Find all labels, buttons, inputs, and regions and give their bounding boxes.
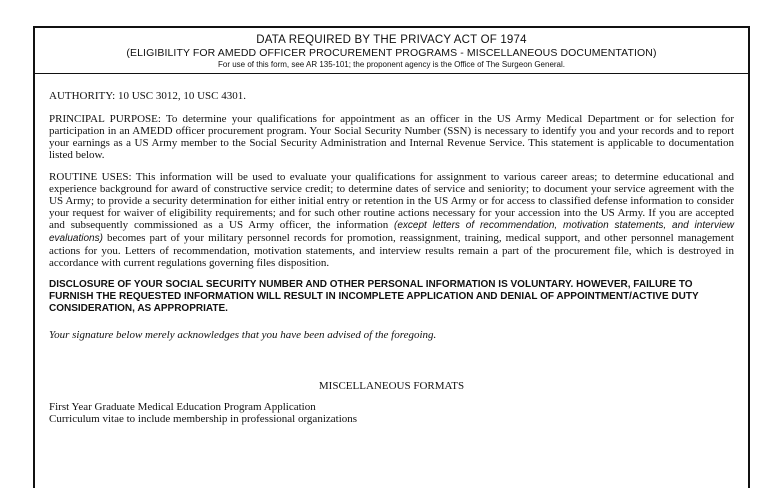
routine-uses-italic-exception: (except letters of recommendation, motivation statements, and interview evaluations) xyxy=(49,220,735,244)
routine-uses-statement xyxy=(49,171,734,269)
authority-statement: AUTHORITY: 10 USC 3012, 10 USC 4301. xyxy=(49,90,247,102)
privacy-act-form xyxy=(33,26,750,488)
disclosure-statement: DISCLOSURE OF YOUR SOCIAL SECURITY NUMBER AND OTHER PERSONAL INFORMATION IS VOLUNTARY. HOWEVER, FAILURE TO FURNISH THE REQUESTED INFORMATION WILL RESULT IN INCOMPLETE APPLICATION AND DENIAL OF APPOINTMENT/ACTIVE DUTY CONSIDERATION, AS APPROPRIATE. xyxy=(49,279,699,314)
form-title: DATA REQUIRED BY THE PRIVACY ACT OF 1974 xyxy=(256,34,527,46)
form-instruction: For use of this form, see AR 135-101; the proponent agency is the Office of The Surgeon General. xyxy=(217,60,566,69)
form-header xyxy=(35,28,748,74)
misc-format-item: Curriculum vitae to include membership in professional organizations xyxy=(49,413,358,425)
form-body xyxy=(35,74,748,425)
routine-uses-text-2: becomes part of your military personnel records for promotion, reassignment, training, medical support, and other personnel management actions for you. Letters of recommendation, motivation statements, and interview results remain a part of the procurement file, which is destroyed in accordance with current regulations governing files disposition. xyxy=(49,232,734,269)
misc-format-item: First Year Graduate Medical Education Program Application xyxy=(49,401,316,413)
form-subtitle: (ELIGIBILITY FOR AMEDD OFFICER PROCUREMENT PROGRAMS - MISCELLANEOUS DOCUMENTATION) xyxy=(126,47,657,59)
principal-purpose-statement: PRINCIPAL PURPOSE: To determine your qualifications for appointment as an officer in the US Army Medical Department or for selection for participation in an AMEDD officer procurement program. Your Social Security Number (SSN) is necessary to identify you and your records and to report your earnings as a US Army member to the Social Security Administration and Internal Revenue Service. This statement is applicable to documentation listed below. xyxy=(49,113,734,161)
acknowledgement-statement: Your signature below merely acknowledges that you have been advised of the foregoing. xyxy=(49,329,437,341)
misc-formats-title: MISCELLANEOUS FORMATS xyxy=(318,380,465,392)
routine-uses-text-1: ROUTINE USES: This information will be used to evaluate your qualifications for assignment to various career areas; to determine educational and experience background for award of constructive service credit; to determine dates of service and seniority; to document your service agreement with the US Army; to provide a security determination for either initial entry or retention in the US Army or for access to classified defense information to consider your request for waiver of eligibility requirements; and for such other routine actions necessary for your accession into the US Army. If you are accepted and subsequently commissioned as a US Army officer, the information xyxy=(49,171,734,231)
